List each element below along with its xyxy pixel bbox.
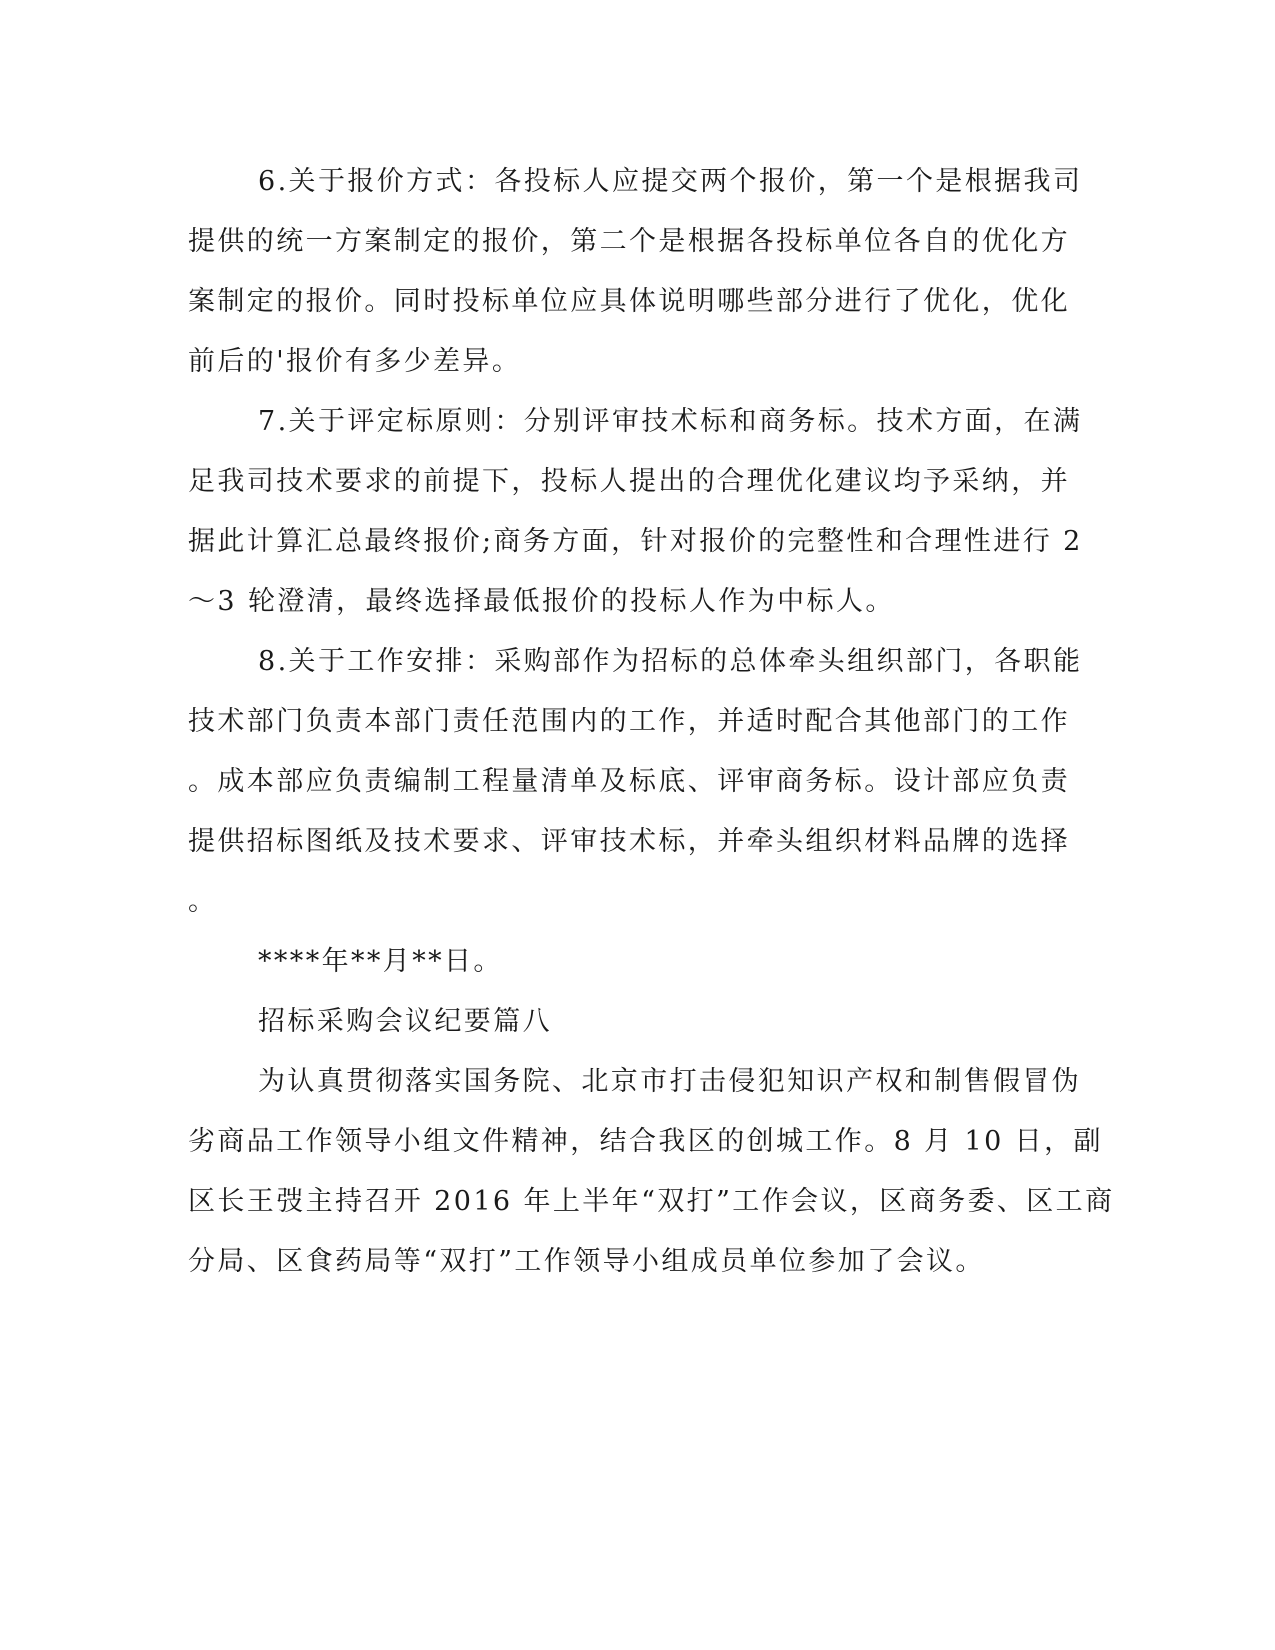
text-line: 前后的'报价有多少差异。 xyxy=(188,346,522,377)
paragraph-evaluation-principle xyxy=(188,392,1083,632)
text-line: 7.关于评定标原则：分别评审技术标和商务标。技术方面，在满 xyxy=(258,406,1083,437)
text-line: 。 xyxy=(188,886,218,917)
text-line: 分局、区食药局等“双打”工作领导小组成员单位参加了会议。 xyxy=(188,1246,985,1277)
paragraph-date xyxy=(188,932,1068,992)
text-line: 6.关于报价方式：各投标人应提交两个报价，第一个是根据我司 xyxy=(258,166,1083,197)
text-line: 区长王弢主持召开 2016 年上半年“双打”工作会议，区商务委、区工商 xyxy=(188,1186,1115,1217)
text-line: ～3 轮澄清，最终选择最低报价的投标人作为中标人。 xyxy=(188,586,895,617)
text-line: 案制定的报价。同时投标单位应具体说明哪些部分进行了优化，优化 xyxy=(188,286,1070,317)
text-line: 提供的统一方案制定的报价，第二个是根据各投标单位各自的优化方 xyxy=(188,226,1070,257)
date-line: ****年**月**日。 xyxy=(258,946,503,977)
text-line: 8.关于工作安排：采购部作为招标的总体牵头组织部门，各职能 xyxy=(258,646,1083,677)
text-line: 。成本部应负责编制工程量清单及标底、评审商务标。设计部应负责 xyxy=(188,766,1070,797)
document-body xyxy=(188,152,1115,1292)
section-heading xyxy=(188,992,1068,1052)
paragraph-bid-pricing xyxy=(188,152,1083,392)
text-line: 劣商品工作领导小组文件精神，结合我区的创城工作。8 月 10 日，副 xyxy=(188,1126,1103,1157)
heading-line: 招标采购会议纪要篇八 xyxy=(258,1006,552,1037)
text-line: 为认真贯彻落实国务院、北京市打击侵犯知识产权和制售假冒伪 xyxy=(258,1066,1082,1097)
text-line: 提供招标图纸及技术要求、评审技术标，并牵头组织材料品牌的选择 xyxy=(188,826,1070,857)
text-line: 足我司技术要求的前提下，投标人提出的合理优化建议均予采纳，并 xyxy=(188,466,1070,497)
text-line: 据此计算汇总最终报价;商务方面，针对报价的完整性和合理性进行 2 xyxy=(188,526,1083,557)
text-line: 技术部门负责本部门责任范围内的工作，并适时配合其他部门的工作 xyxy=(188,706,1070,737)
paragraph-meeting-summary xyxy=(188,1052,1115,1292)
paragraph-work-arrangement xyxy=(188,632,1083,932)
